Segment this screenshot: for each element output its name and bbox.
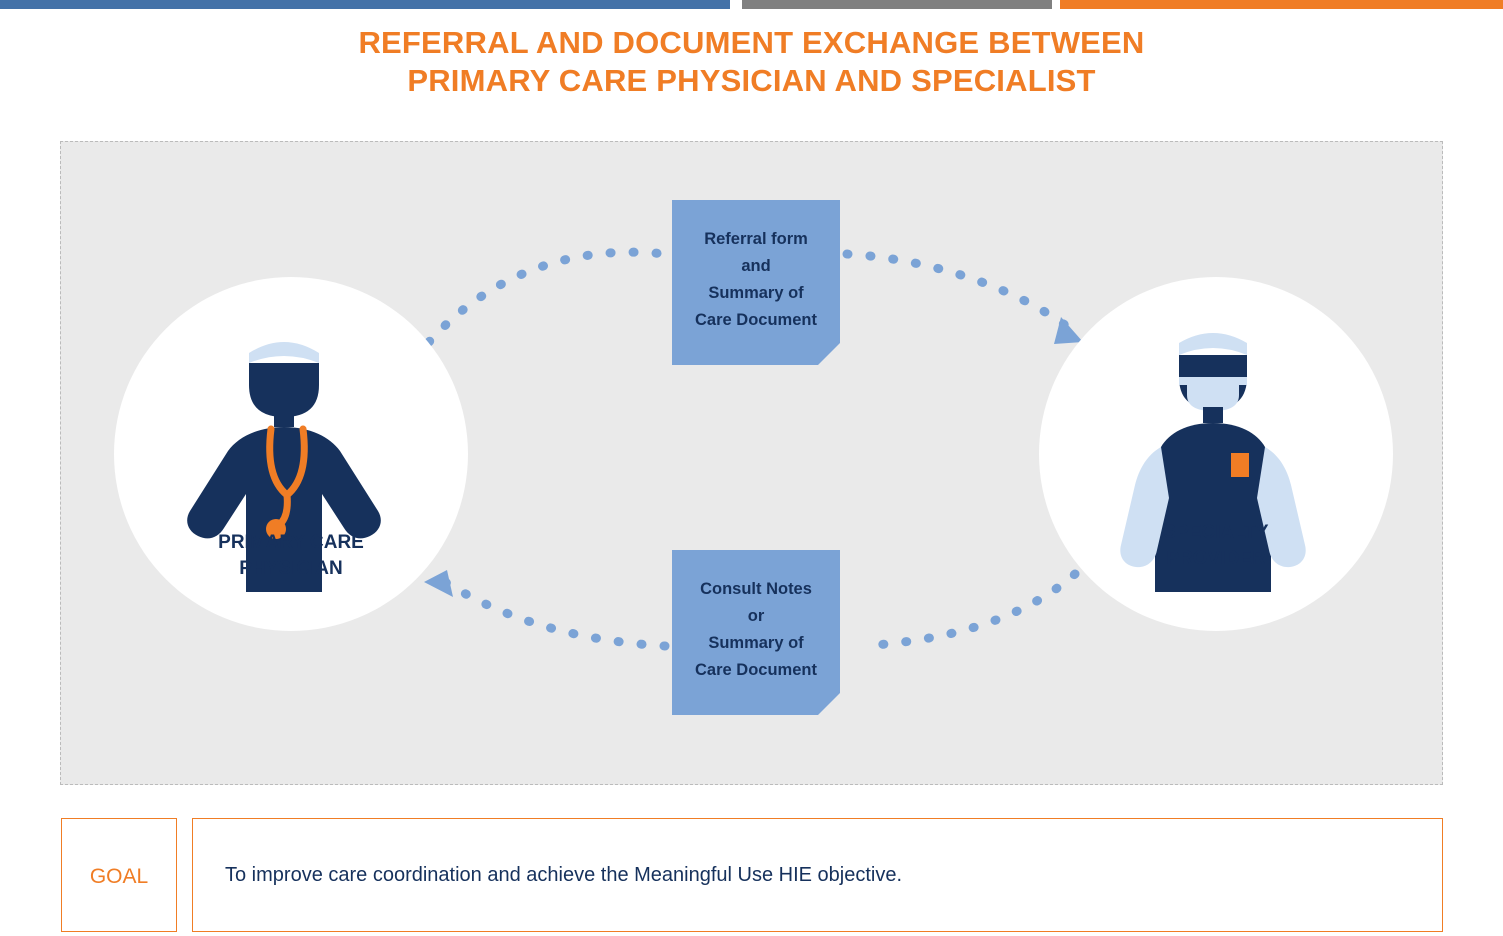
specialist-label-line-1: SPECIALTY bbox=[1163, 522, 1269, 543]
flow-arrow-doc-to-pcp bbox=[439, 578, 665, 646]
specialty-provider-avatar-circle bbox=[1039, 277, 1393, 631]
specialty-provider-label bbox=[1039, 520, 1393, 572]
top-accent-bar-blue bbox=[0, 0, 730, 9]
page-fold-corner-icon bbox=[818, 343, 840, 365]
referral-doc-line-1: Referral form bbox=[704, 230, 808, 248]
consult-doc-line-3: Summary of bbox=[708, 634, 804, 652]
referral-doc-line-4: Care Document bbox=[695, 311, 817, 329]
top-accent-bar-orange bbox=[1060, 0, 1503, 9]
specialist-label-line-2: PROVIDER bbox=[1166, 548, 1266, 569]
top-accent-bar-gray bbox=[742, 0, 1052, 9]
referral-doc-line-2: and bbox=[741, 257, 771, 275]
pcp-label-line-2: PHYSICIAN bbox=[239, 558, 343, 579]
goal-label-box bbox=[61, 818, 177, 932]
consult-doc-line-2: or bbox=[747, 607, 765, 625]
consult-document-card bbox=[672, 550, 840, 715]
referral-doc-line-3: Summary of bbox=[708, 284, 804, 302]
consult-doc-line-1: Consult Notes bbox=[700, 580, 812, 598]
primary-care-physician-label bbox=[114, 530, 468, 582]
referral-document-card bbox=[672, 200, 840, 365]
page-title-line-1: REFERRAL AND DOCUMENT EXCHANGE BETWEEN bbox=[358, 25, 1145, 60]
pcp-label-line-1: PRIMARY CARE bbox=[218, 532, 364, 553]
page-title bbox=[0, 24, 1503, 100]
flow-arrow-doc-to-specialist bbox=[847, 254, 1069, 328]
goal-label: GOAL bbox=[89, 865, 149, 888]
specialist-with-mask-icon bbox=[1039, 277, 1393, 631]
diagram-panel bbox=[60, 141, 1443, 785]
goal-statement-text: To improve care coordination and achieve the Meaningful Use HIE objective. bbox=[225, 864, 903, 886]
page-fold-corner-icon bbox=[818, 693, 840, 715]
page-title-line-2: PRIMARY CARE PHYSICIAN AND SPECIALIST bbox=[407, 63, 1096, 98]
goal-statement-box bbox=[192, 818, 1443, 932]
consult-doc-line-4: Care Document bbox=[695, 661, 817, 679]
